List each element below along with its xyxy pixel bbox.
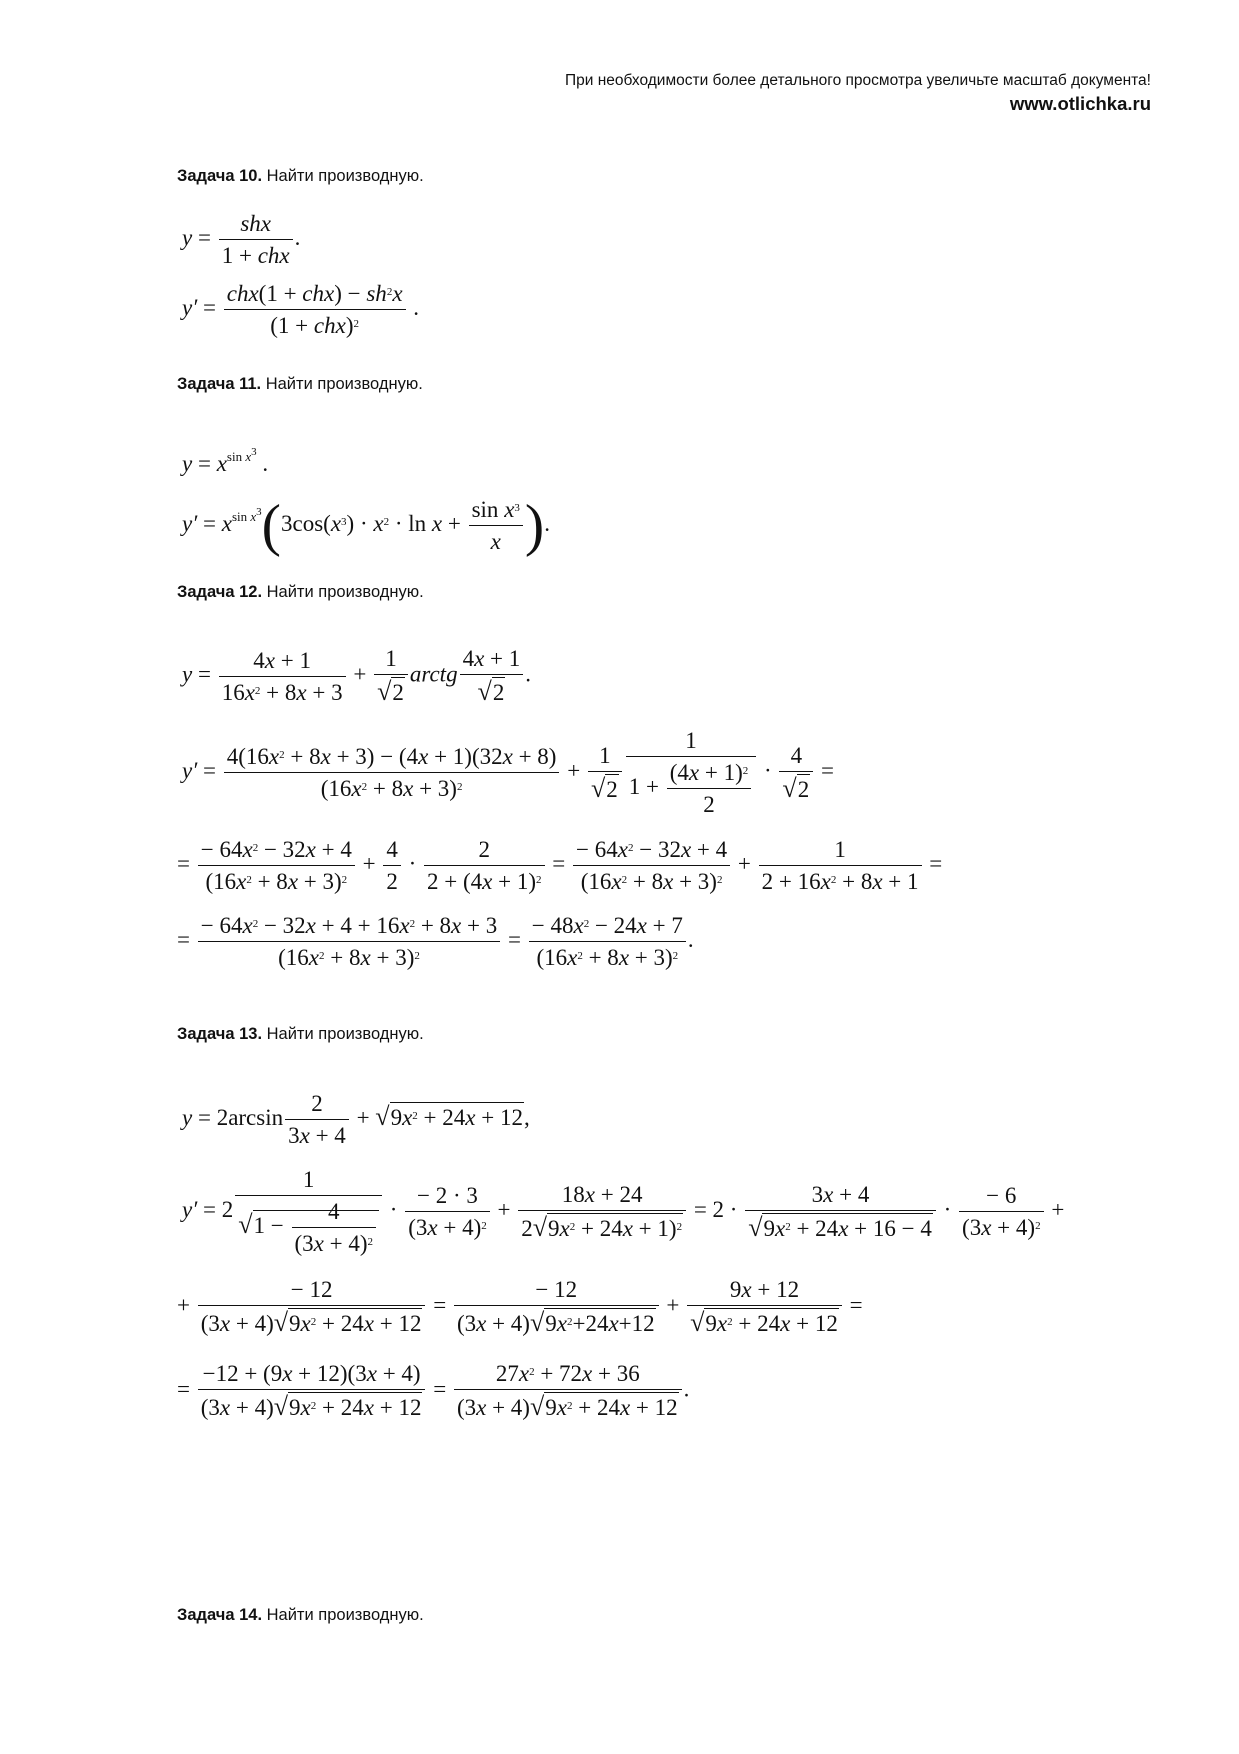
task-label: Задача 12. — [177, 583, 263, 601]
task-label: Задача 14. — [177, 1606, 263, 1624]
task-12-heading — [177, 583, 424, 602]
task-10-function: y = $\frac{\text{shx}}{\text{1 + chx}}$ . — [182, 211, 301, 268]
task-label: Задача 10. — [177, 167, 263, 185]
task-13-derivative-line-1: y′ = 2 1 √1 − $\frac{4}{(3x + 4)^2}$ · $\frac{- 2 \cdot 3}{(3x + 4)^2}$ + $\frac{18x + 24}{2√9x^2 + 24x + 1)^2}$ = 2 · $\frac{3x + 4}{√9x^2 + 24x + 16 - 4}$ · $\frac{- 6}{(3x + 4)^2}$ + — [182, 1167, 1065, 1256]
task-10-derivative: y′ = $\frac{chx(1 + chx) - sh^2x}{(1 + chx)^2}$ . — [182, 281, 420, 338]
task-label: Задача 11. — [177, 375, 262, 393]
header-note: При необходимости более детального просмотра увеличьте масштаб документа! — [565, 72, 1151, 89]
task-10-heading — [177, 167, 424, 186]
task-11-heading — [177, 375, 423, 394]
task-text: Найти производную. — [266, 583, 424, 601]
task-12-derivative-line-2: = $\frac{- 64x^2 - 32x + 4}{(16x^2 + 8x + 3)^2}$ + $\frac{4}{2}$ · $\frac{2}{2 + (4x + 1)^2}$ = $\frac{- 64x^2 - 32x + 4}{(16x^2 + 8x + 3)^2}$ + $\frac{1}{2 + 16x^2 + 8x + 1}$ = — [177, 837, 943, 894]
task-13-function: y = 2arcsin $\frac{2}{3x + 4}$ + $√9x^2 + 24x + 12$, — [182, 1091, 530, 1148]
task-text: Найти производную. — [266, 1025, 424, 1043]
task-11-derivative: $y' = x^{sin x^3}(3\cos(x^3) \cdot x^2 \cdot \ln x$ + $\frac{\sin x^3}{x}$ ). — [182, 492, 550, 558]
task-text: Найти производную. — [265, 375, 423, 393]
task-text: Найти производную. — [266, 1606, 424, 1624]
task-12-derivative-line-3: = $\frac{- 64x^2 - 32x + 4 + 16x^2 + 8x + 3}{(16x^2 + 8x + 3)^2}$ = $\frac{- 48x^2 - 24x + 7}{(16x^2 + 8x + 3)^2}$ . — [177, 913, 694, 970]
task-13-derivative-line-3: = $\frac{-12 + (9x + 12)(3x + 4)}{(3x + 4)√9x^2 + 24x + 12}$ = $\frac{27x^2 + 72x + 36}{(3x + 4)√9x^2 + 24x + 12}$ . — [177, 1361, 690, 1421]
task-11-function: $y = x^{sin x^3}$ . — [182, 446, 269, 476]
task-13-derivative-line-2: + $\frac{- 12}{(3x + 4)√9x^2 + 24x + 12}$ = $\frac{- 12}{(3x + 4)√9x^2+24x+12}$ + $\frac{9x + 12}{√9x^2 + 24x + 12}$ = — [177, 1277, 863, 1337]
task-text: Найти производную. — [266, 167, 424, 185]
site-link[interactable]: www.otlichka.ru — [1009, 93, 1151, 114]
task-12-function: y = $\frac{4x + 1}{16x^2 + 8x + 3}$ + $\frac{1}{√2}$ arctg $\frac{4x + 1}{√2}$ . — [182, 646, 532, 706]
task-13-heading — [177, 1025, 424, 1044]
task-label: Задача 13. — [177, 1025, 263, 1043]
task-12-derivative-line-1: y′ = $\frac{4(16x^2 + 8x + 3) - (4x + 1)(32x + 8)}{(16x^2 + 8x + 3)^2}$ + $\frac{1}{√2}$ 1 1 + $\frac{(4x + 1)^2}{2}$ · $\frac{4}{√2}$ = — [182, 728, 834, 817]
task-14-heading — [177, 1606, 424, 1625]
